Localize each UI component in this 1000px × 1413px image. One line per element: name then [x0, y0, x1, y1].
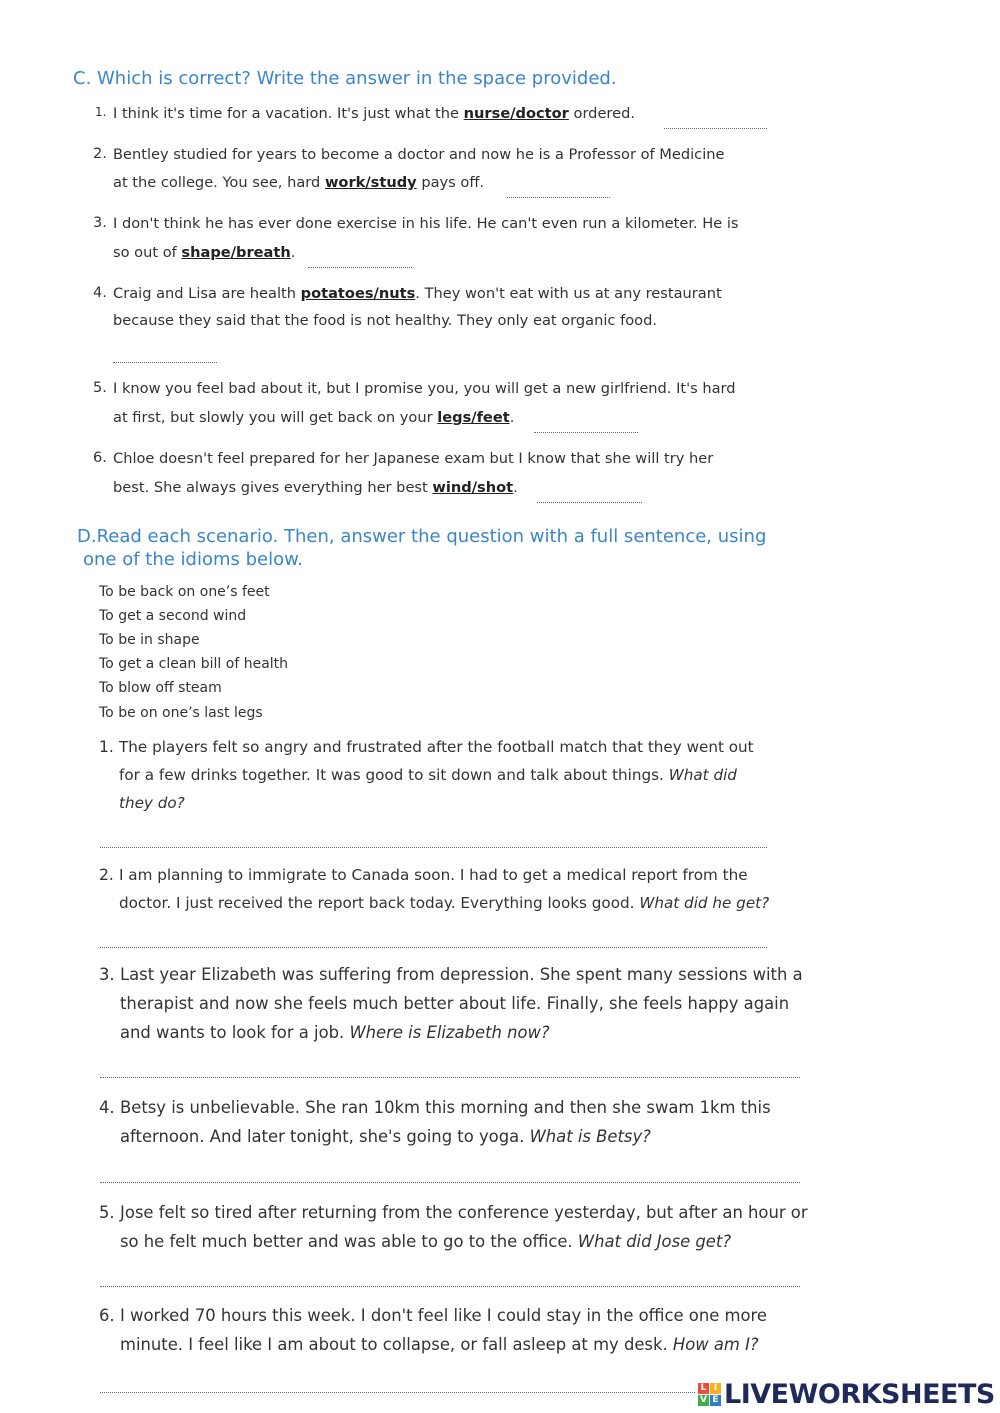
- text-run: afternoon. And later tonight, she's going to yoga.: [120, 1127, 530, 1146]
- scenario-text: Betsy is unbelievable. She ran 10km this morning and then she swam 1km this: [120, 1098, 771, 1117]
- question-prompt: How am I?: [672, 1335, 759, 1354]
- answer-blank[interactable]: [534, 432, 638, 433]
- scenario-text: therapist and now she feels much better about life. Finally, she feels happy again: [120, 994, 790, 1013]
- text-run: at the college. You see, hard: [113, 174, 325, 191]
- scenario-text: [119, 892, 769, 914]
- answer-line[interactable]: [100, 1286, 800, 1287]
- text-run: doctor. I just received the report back today. Everything looks good.: [119, 894, 640, 912]
- question-text: [113, 478, 518, 498]
- question-text: [113, 173, 484, 193]
- answer-line[interactable]: [100, 847, 767, 848]
- text-run: .: [513, 479, 518, 496]
- item-number: 1.: [95, 105, 107, 119]
- scenario-text: [120, 1022, 550, 1044]
- scenario-text: Jose felt so tired after returning from the conference yesterday, but after an hour or: [120, 1203, 808, 1222]
- answer-line[interactable]: [100, 1392, 695, 1393]
- idiom-item: To be back on one’s feet: [99, 584, 270, 600]
- idiom-item: To get a clean bill of health: [99, 656, 289, 672]
- scenario-text: Last year Elizabeth was suffering from depression. She spent many sessions with a: [120, 965, 803, 984]
- liveworksheets-logo: [698, 1378, 995, 1410]
- answer-line[interactable]: [100, 1077, 800, 1078]
- idiom-item: To blow off steam: [99, 680, 222, 696]
- section-d-heading: D.Read each scenario. Then, answer the question with a full sentence, using: [77, 526, 767, 547]
- text-run: so out of: [113, 244, 182, 261]
- idiom-item: To get a second wind: [99, 608, 247, 624]
- question-prompt: What did: [668, 766, 737, 784]
- scenario-text: [119, 764, 737, 786]
- question-prompt: What did he get?: [639, 894, 770, 912]
- item-number: 4.: [99, 1098, 115, 1117]
- logo-text: LIVEWORKSHEETS: [724, 1378, 995, 1410]
- text-run: best. She always gives everything her best: [113, 479, 433, 496]
- question-text: [113, 408, 514, 428]
- question-text: because they said that the food is not healthy. They only eat organic food.: [113, 312, 657, 329]
- logo-mark-tile: E: [710, 1395, 721, 1406]
- text-run: I think it's time for a vacation. It's just what the: [113, 105, 464, 122]
- question-text: Chloe doesn't feel prepared for her Japanese exam but I know that she will try her: [113, 450, 714, 467]
- logo-mark-tile: L: [698, 1383, 709, 1394]
- scenario-text: [120, 1126, 651, 1148]
- section-d-heading-cont: one of the idioms below.: [83, 549, 303, 570]
- logo-mark-icon: [698, 1383, 721, 1406]
- idiom-item: To be in shape: [99, 632, 200, 648]
- item-number: 3.: [93, 214, 107, 231]
- choice-option: wind/shot: [432, 479, 514, 496]
- question-prompt: What did Jose get?: [577, 1232, 732, 1251]
- text-run: minute. I feel like I am about to collapse, or fall asleep at my desk.: [120, 1335, 673, 1354]
- answer-blank[interactable]: [113, 362, 217, 363]
- logo-mark-tile: I: [710, 1383, 721, 1394]
- answer-blank[interactable]: [664, 128, 767, 129]
- text-run: for a few drinks together. It was good to sit down and talk about things.: [119, 766, 669, 784]
- question-text: [113, 284, 722, 304]
- item-number: 6.: [93, 449, 107, 466]
- idiom-item: To be on one’s last legs: [99, 705, 263, 721]
- question-text: I know you feel bad about it, but I promise you, you will get a new girlfriend. It's hard: [113, 380, 736, 397]
- text-run: .: [509, 409, 515, 426]
- text-run: Craig and Lisa are health: [113, 285, 301, 302]
- section-c-heading: C. Which is correct? Write the answer in the space provided.: [73, 68, 617, 89]
- item-number: 5.: [99, 1203, 115, 1222]
- text-run: and wants to look for a job.: [120, 1023, 350, 1042]
- text-run: at first, but slowly you will get back on your: [113, 409, 438, 426]
- item-number: 1.: [99, 738, 114, 756]
- item-number: 4.: [93, 284, 107, 301]
- scenario-text: The players felt so angry and frustrated after the football match that they went out: [119, 738, 754, 756]
- text-run: ordered.: [568, 105, 635, 122]
- text-run: pays off.: [416, 174, 485, 191]
- text-run: so he felt much better and was able to go to the office.: [120, 1232, 578, 1251]
- choice-option: shape/breath: [181, 244, 291, 261]
- choice-option: work/study: [324, 174, 417, 191]
- question-prompt: Where is Elizabeth now?: [349, 1023, 550, 1042]
- question-text: [113, 243, 295, 263]
- choice-option: potatoes/nuts: [300, 285, 416, 302]
- answer-blank[interactable]: [308, 267, 412, 268]
- question-text: I don't think he has ever done exercise in his life. He can't even run a kilometer. He is: [113, 215, 739, 232]
- logo-mark-tile: V: [698, 1395, 709, 1406]
- text-run: . They won't eat with us at any restaurant: [415, 285, 722, 302]
- question-text: Bentley studied for years to become a doctor and now he is a Professor of Medicine: [113, 146, 725, 163]
- choice-option: nurse/doctor: [463, 105, 569, 122]
- answer-blank[interactable]: [507, 197, 610, 198]
- question-prompt: What is Betsy?: [529, 1127, 651, 1146]
- scenario-text: I worked 70 hours this week. I don't feel like I could stay in the office one more: [120, 1306, 767, 1325]
- item-number: 3.: [99, 965, 115, 984]
- item-number: 2.: [99, 866, 114, 884]
- question-text: [113, 104, 635, 124]
- choice-option: legs/feet: [437, 409, 510, 426]
- item-number: 2.: [93, 145, 107, 162]
- item-number: 6.: [99, 1306, 115, 1325]
- text-run: .: [290, 244, 296, 261]
- answer-line[interactable]: [100, 947, 767, 948]
- question-prompt: they do?: [119, 794, 185, 812]
- answer-blank[interactable]: [537, 502, 642, 503]
- answer-line[interactable]: [100, 1182, 800, 1183]
- scenario-text: [120, 1231, 731, 1253]
- scenario-text: I am planning to immigrate to Canada soon. I had to get a medical report from the: [119, 866, 748, 884]
- item-number: 5.: [93, 379, 107, 396]
- scenario-text: [120, 1334, 759, 1356]
